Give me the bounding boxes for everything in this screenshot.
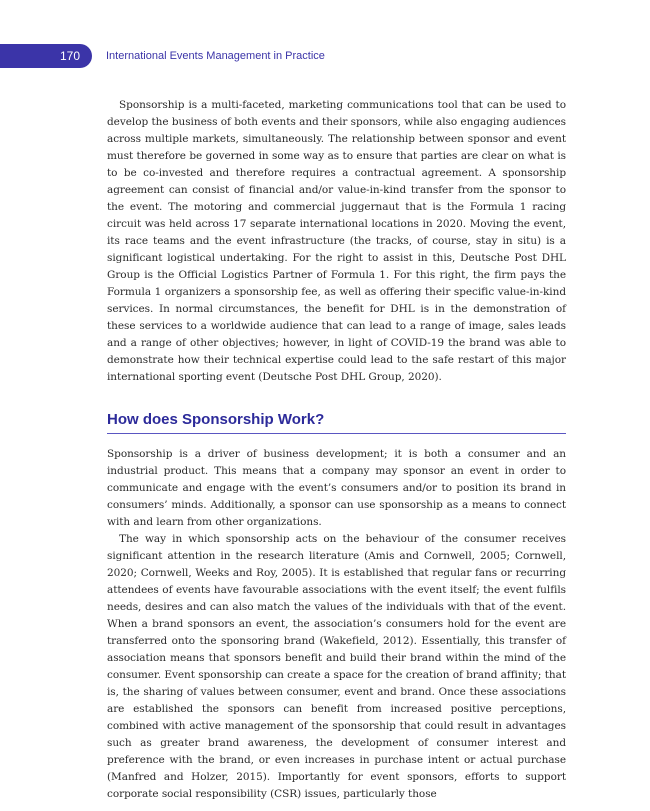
- running-head: International Events Management in Practice: [106, 50, 325, 62]
- body-paragraph: The way in which sponsorship acts on the behaviour of the consumer receives significant attention in the research literature (Amis and Cornwell, 2005; Cornwell, 2020; Cornwell, Weeks and Roy, 2005). It is established that regular fans or recurring attendees of events have favourable associations with the event itself; the event fulfils needs, desires and can also match the values of the individuals with that of the event. When a brand sponsors an event, the association’s consumers hold for the event are transferred onto the sponsoring brand (Wakefield, 2012). Essentially, this transfer of association means that sponsors benefit and build their brand within the mind of the consumer. Event sponsorship can create a space for the creation of brand affinity; that is, the sharing of values between consumer, event and brand. Once these associations are established the sponsors can benefit from increased positive perceptions, combined with active management of the sponsorship that could result in advantages such as greater brand awareness, the development of consumer interest and preference with the brand, or even increases in purchase intent or actual purchase (Manfred and Holzer, 2015). Importantly for event sponsors, efforts to support corporate social responsibility (CSR) issues, particularly those: [107, 533, 566, 800]
- section-heading: How does Sponsorship Work?: [107, 410, 566, 434]
- page-body: [107, 97, 566, 803]
- body-paragraph: Sponsorship is a multi-faceted, marketing communications tool that can be used to develop the business of both events and their sponsors, while also engaging audiences across multiple markets, simultaneously. The relationship between sponsor and event must therefore be governed in some way as to ensure that parties are clear on what is to be co-invested and therefore requires a contractual agreement. A sponsorship agreement can consist of financial and/or value-in-kind transfer from the sponsor to the event. The motoring and commercial juggernaut that is the Formula 1 racing circuit was held across 17 separate international locations in 2020. Moving the event, its race teams and the event infrastructure (the tracks, of course, stay in situ) is a significant logistical undertaking. For the right to assist in this, Deutsche Post DHL Group is the Official Logistics Partner of Formula 1. For this right, the firm pays the Formula 1 organizers a sponsorship fee, as well as offering their specific value-in-kind services. In normal circumstances, the benefit for DHL is in the demonstration of these services to a worldwide audience that can lead to a range of image, sales leads and a range of other objectives; however, in light of COVID-19 the brand was able to demonstrate how their technical expertise could lead to the safe restart of this major international sporting event (Deutsche Post DHL Group, 2020).: [107, 99, 566, 383]
- body-paragraph: Sponsorship is a driver of business development; it is both a consumer and an industrial product. This means that a company may sponsor an event in order to communicate and engage with the event’s consumers and/or to position its brand in consumers’ minds. Additionally, a sponsor can use sponsorship as a means to connect with and learn from other organizations.: [107, 448, 566, 528]
- page-number: 170: [60, 49, 81, 63]
